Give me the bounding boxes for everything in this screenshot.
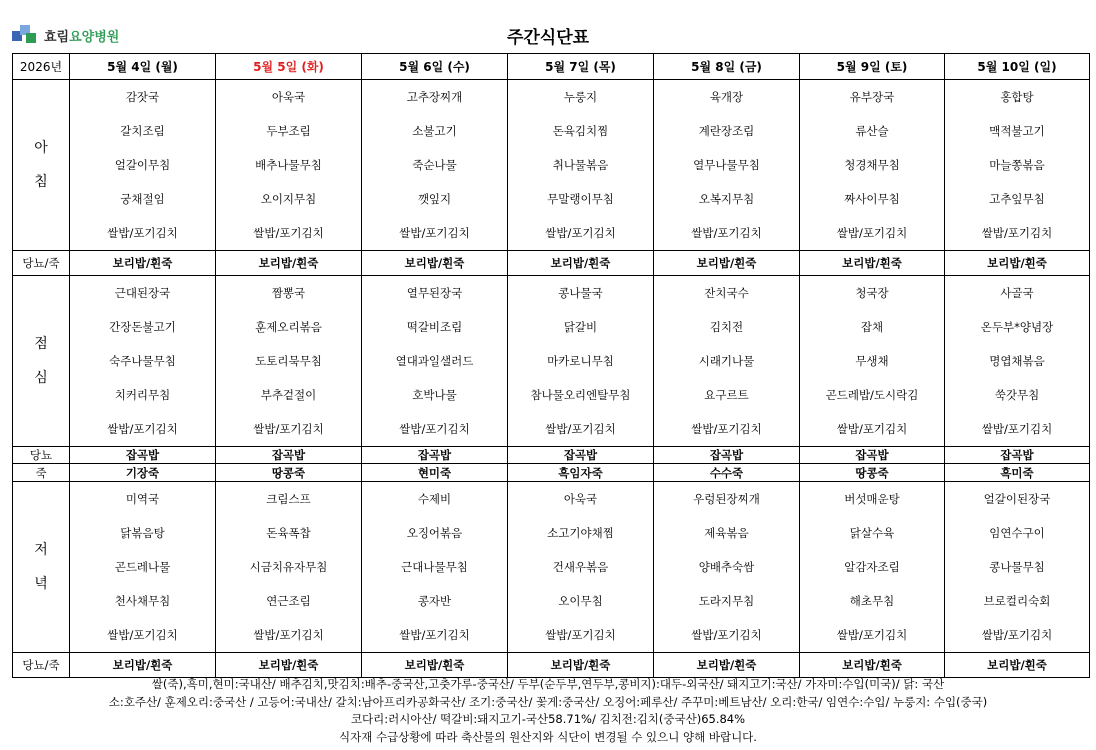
breakfast-sub-cell: 보리밥/흰죽	[945, 251, 1090, 276]
dinner-row	[13, 482, 1090, 653]
menu-item: 쑥갓무침	[994, 388, 1040, 402]
lunch-porridge-cell: 흑임자죽	[508, 464, 654, 482]
menu-item: 닭갈비	[563, 320, 598, 334]
menu-item: 계란장조림	[698, 124, 755, 138]
menu-item: 청경채무침	[844, 158, 900, 172]
lunch-diabetic-cell: 잡곡밥	[654, 447, 800, 464]
menu-item: 쌀밥/포기김치	[253, 628, 324, 642]
breakfast-sub-cell: 보리밥/흰죽	[216, 251, 362, 276]
menu-item: 쌀밥/포기김치	[253, 422, 324, 436]
menu-item: 쌀밥/포기김치	[981, 422, 1053, 436]
breakfast-sub-cell: 보리밥/흰죽	[362, 251, 508, 276]
lunch-porridge-cell: 땅콩죽	[800, 464, 945, 482]
menu-item: 건새우볶음	[552, 560, 609, 574]
dinner-cell	[945, 482, 1090, 653]
breakfast-sub-cell: 보리밥/흰죽	[654, 251, 800, 276]
menu-item: 죽순나물	[412, 158, 457, 172]
menu-item: 쌀밥/포기김치	[107, 628, 178, 642]
menu-item: 근대된장국	[114, 286, 171, 300]
menu-item: 돈육폭찹	[266, 526, 311, 540]
menu-item: 브로컬리숙회	[983, 594, 1051, 608]
menu-item: 버섯매운탕	[844, 492, 900, 506]
dinner-sub-cell: 보리밥/흰죽	[945, 653, 1090, 678]
menu-item: 오이지무침	[260, 192, 317, 206]
dinner-cell	[508, 482, 654, 653]
menu-item: 간장돈불고기	[109, 320, 176, 334]
menu-item: 닭살수육	[849, 526, 895, 540]
lunch-cell	[362, 276, 508, 447]
menu-item: 쌀밥/포기김치	[981, 226, 1053, 240]
menu-item: 짜사이무침	[844, 192, 900, 206]
dinner-cell	[216, 482, 362, 653]
breakfast-cell	[945, 80, 1090, 251]
menu-item: 미역국	[125, 492, 160, 506]
menu-item: 곤드레밥/도시락김	[825, 388, 919, 402]
menu-item: 쌀밥/포기김치	[691, 226, 762, 240]
menu-item: 쌀밥/포기김치	[107, 422, 178, 436]
menu-item: 잔치국수	[704, 286, 749, 300]
breakfast-cell	[362, 80, 508, 251]
menu-item: 아욱국	[271, 90, 306, 104]
lunch-row	[13, 276, 1090, 447]
day-header: 5월 9일 (토)	[800, 54, 945, 80]
lunch-diabetic-cell: 잡곡밥	[800, 447, 945, 464]
menu-item: 열무된장국	[406, 286, 463, 300]
day-header: 5월 8일 (금)	[654, 54, 800, 80]
menu-item: 연근조림	[266, 594, 311, 608]
dinner-cell	[800, 482, 945, 653]
menu-item: 제육볶음	[704, 526, 749, 540]
day-header-holiday: 5월 5일 (화)	[216, 54, 362, 80]
lunch-diabetic-label: 당뇨	[13, 447, 70, 464]
menu-item: 열대과일샐러드	[395, 354, 474, 368]
menu-item: 사골국	[1000, 286, 1034, 300]
breakfast-cell	[216, 80, 362, 251]
menu-item: 류산슬	[855, 124, 889, 138]
lunch-diabetic-row	[13, 447, 1090, 464]
breakfast-label	[13, 80, 70, 251]
menu-item: 곤드레나물	[114, 560, 171, 574]
menu-item: 오이무침	[558, 594, 603, 608]
menu-item: 요구르트	[704, 388, 749, 402]
day-header: 5월 6일 (수)	[362, 54, 508, 80]
menu-item: 시래기나물	[698, 354, 755, 368]
menu-item: 훈제오리볶음	[255, 320, 322, 334]
dinner-sub-cell: 보리밥/흰죽	[70, 653, 216, 678]
day-header-row	[13, 54, 1090, 80]
lunch-porridge-cell: 기장죽	[70, 464, 216, 482]
breakfast-row	[13, 80, 1090, 251]
menu-item: 취나물볶음	[552, 158, 609, 172]
menu-item: 쌀밥/포기김치	[545, 628, 616, 642]
dinner-cell	[70, 482, 216, 653]
lunch-porridge-cell: 땅콩죽	[216, 464, 362, 482]
menu-item: 고추잎무침	[989, 192, 1045, 206]
lunch-diabetic-cell: 잡곡밥	[945, 447, 1090, 464]
menu-item: 감잣국	[125, 90, 160, 104]
menu-item: 고추장찌개	[406, 90, 463, 104]
menu-item: 천사채무침	[114, 594, 171, 608]
dinner-sub-cell: 보리밥/흰죽	[508, 653, 654, 678]
menu-item: 쌀밥/포기김치	[399, 628, 470, 642]
menu-item: 쌀밥/포기김치	[253, 226, 324, 240]
menu-item: 크림스프	[266, 492, 311, 506]
origin-notice-line: 소:호주산/ 훈제오리:중국산 / 고등어:국내산/ 갈치:남아프리카공화국산/ 조기:중국산/ 꽃게:중국산/ 오징어:페루산/ 주꾸미:베트남산/ 오리:한국/ 임연수:수입/ 누룽지: 수입(중국)	[108, 694, 988, 709]
origin-notice-line: 쌀(죽),흑미,현미:국내산/ 배추김치,맛김치:배추-중국산,고춧가루-중국산/ 두부(순두부,연두부,콩비지):대두-외국산/ 돼지고기:국산/ 가자미:수입(미국)/ 닭: 국산	[151, 677, 945, 691]
dinner-label	[13, 482, 70, 653]
lunch-cell	[945, 276, 1090, 447]
menu-item: 콩나물국	[558, 286, 603, 300]
menu-item: 오징어볶음	[406, 526, 463, 540]
dinner-cell	[362, 482, 508, 653]
year-cell: 2026년	[13, 54, 70, 80]
breakfast-sub-row	[13, 251, 1090, 276]
lunch-porridge-row	[13, 464, 1090, 482]
menu-item: 누룽지	[563, 90, 598, 104]
menu-item: 소불고기	[412, 124, 457, 138]
lunch-cell	[70, 276, 216, 447]
lunch-porridge-cell: 수수죽	[654, 464, 800, 482]
menu-item: 양배추숙쌈	[698, 560, 755, 574]
lunch-porridge-cell: 흑미죽	[945, 464, 1090, 482]
menu-item: 무생채	[855, 354, 889, 368]
page-title: 주간식단표	[506, 28, 590, 48]
menu-item: 호박나물	[412, 388, 457, 402]
menu-item: 김치전	[709, 320, 744, 334]
menu-item: 근대나물무침	[401, 560, 468, 574]
dinner-label-char: 저	[34, 542, 48, 558]
menu-item: 쌀밥/포기김치	[399, 422, 470, 436]
menu-item: 청국장	[855, 286, 889, 300]
hospital-name-part2: 요양병원	[69, 29, 120, 45]
lunch-cell	[508, 276, 654, 447]
menu-item: 쌀밥/포기김치	[691, 422, 762, 436]
hospital-name-part1: 효림	[44, 29, 70, 45]
menu-item: 온두부*양념장	[980, 320, 1054, 334]
menu-item: 얼갈이무침	[114, 158, 171, 172]
breakfast-label-char: 아	[34, 140, 48, 156]
menu-item: 도토리묵무침	[255, 354, 322, 368]
menu-item: 잡채	[860, 320, 884, 334]
breakfast-sub-cell: 보리밥/흰죽	[800, 251, 945, 276]
menu-item: 수제비	[417, 492, 452, 506]
menu-item: 쌀밥/포기김치	[836, 226, 908, 240]
menu-item: 돈육김치찜	[552, 124, 609, 138]
menu-item: 무말랭이무침	[547, 192, 614, 206]
dinner-cell	[654, 482, 800, 653]
lunch-porridge-cell: 현미죽	[362, 464, 508, 482]
menu-item: 두부조림	[266, 124, 311, 138]
breakfast-cell	[70, 80, 216, 251]
lunch-diabetic-cell: 잡곡밥	[362, 447, 508, 464]
dinner-sub-cell: 보리밥/흰죽	[800, 653, 945, 678]
menu-item: 깻잎지	[417, 192, 452, 206]
lunch-label-char: 심	[34, 370, 48, 386]
menu-item: 맥적불고기	[989, 124, 1045, 138]
menu-item: 유부장국	[849, 90, 895, 104]
breakfast-sub-cell: 보리밥/흰죽	[70, 251, 216, 276]
menu-item: 쌀밥/포기김치	[691, 628, 762, 642]
menu-item: 쌀밥/포기김치	[545, 226, 616, 240]
dinner-sub-row	[13, 653, 1090, 678]
menu-item: 콩자반	[417, 594, 452, 608]
menu-item: 쌀밥/포기김치	[836, 422, 908, 436]
lunch-label	[13, 276, 70, 447]
breakfast-label-char: 침	[34, 174, 48, 190]
menu-item: 떡갈비조림	[406, 320, 463, 334]
dinner-sub-cell: 보리밥/흰죽	[654, 653, 800, 678]
menu-item: 쌀밥/포기김치	[981, 628, 1053, 642]
dinner-sub-cell: 보리밥/흰죽	[362, 653, 508, 678]
menu-item: 갈치조림	[120, 124, 165, 138]
menu-item: 시금치유자무침	[249, 560, 328, 574]
lunch-cell	[216, 276, 362, 447]
menu-item: 알감자조림	[844, 560, 900, 574]
menu-item: 부추겉절이	[260, 388, 317, 402]
menu-item: 닭볶음탕	[120, 526, 165, 540]
lunch-diabetic-cell: 잡곡밥	[70, 447, 216, 464]
menu-item: 쌀밥/포기김치	[836, 628, 908, 642]
origin-notice-line: 코다리:러시아산/ 떡갈비:돼지고기-국산58.71%/ 김치전:김치(중국산)65.84%	[350, 712, 746, 726]
menu-item: 명엽채볶음	[989, 354, 1045, 368]
breakfast-cell	[800, 80, 945, 251]
menu-item: 마카로니무침	[547, 354, 614, 368]
menu-item: 마늘쫑볶음	[989, 158, 1045, 172]
breakfast-sub-cell: 보리밥/흰죽	[508, 251, 654, 276]
menu-item: 쌀밥/포기김치	[107, 226, 178, 240]
menu-item: 얼갈이된장국	[983, 492, 1051, 506]
change-notice: 식자재 수급상황에 따라 축산물의 원산지와 식단이 변경될 수 있으니 양해 바랍니다.	[339, 729, 757, 744]
menu-item: 숙주나물무침	[109, 354, 176, 368]
day-header: 5월 4일 (월)	[70, 54, 216, 80]
menu-item: 참나물오리엔탈무침	[530, 388, 631, 402]
lunch-cell	[800, 276, 945, 447]
weekly-menu-table	[12, 53, 1090, 678]
menu-item: 아욱국	[563, 492, 598, 506]
dinner-sub-cell: 보리밥/흰죽	[216, 653, 362, 678]
origin-notice	[0, 676, 1096, 746]
lunch-cell	[654, 276, 800, 447]
lunch-diabetic-cell: 잡곡밥	[216, 447, 362, 464]
lunch-diabetic-cell: 잡곡밥	[508, 447, 654, 464]
menu-item: 도라지무침	[698, 594, 755, 608]
day-header: 5월 10일 (일)	[945, 54, 1090, 80]
menu-item: 임연수구이	[989, 526, 1045, 540]
menu-item: 쌀밥/포기김치	[399, 226, 470, 240]
menu-item: 배추나물무침	[255, 158, 322, 172]
menu-item: 우렁된장찌개	[693, 492, 760, 506]
dinner-label-char: 녁	[34, 576, 48, 592]
menu-item: 짬뽕국	[271, 286, 306, 300]
menu-item: 해초무침	[849, 594, 895, 608]
breakfast-sub-label: 당뇨/죽	[13, 251, 70, 276]
day-header: 5월 7일 (목)	[508, 54, 654, 80]
menu-item: 소고기야채찜	[547, 526, 614, 540]
breakfast-cell	[654, 80, 800, 251]
menu-item: 쌀밥/포기김치	[545, 422, 616, 436]
menu-item: 치커리무침	[114, 388, 171, 402]
menu-item: 열무나물무침	[693, 158, 760, 172]
lunch-label-char: 점	[34, 336, 48, 352]
menu-item: 홍합탕	[1000, 90, 1034, 104]
menu-item: 오복지무침	[698, 192, 755, 206]
dinner-sub-label: 당뇨/죽	[13, 653, 70, 678]
menu-item: 육개장	[709, 90, 744, 104]
menu-item: 궁채절임	[120, 192, 165, 206]
breakfast-cell	[508, 80, 654, 251]
menu-item: 콩나물무침	[989, 560, 1045, 574]
lunch-porridge-label: 죽	[13, 464, 70, 482]
